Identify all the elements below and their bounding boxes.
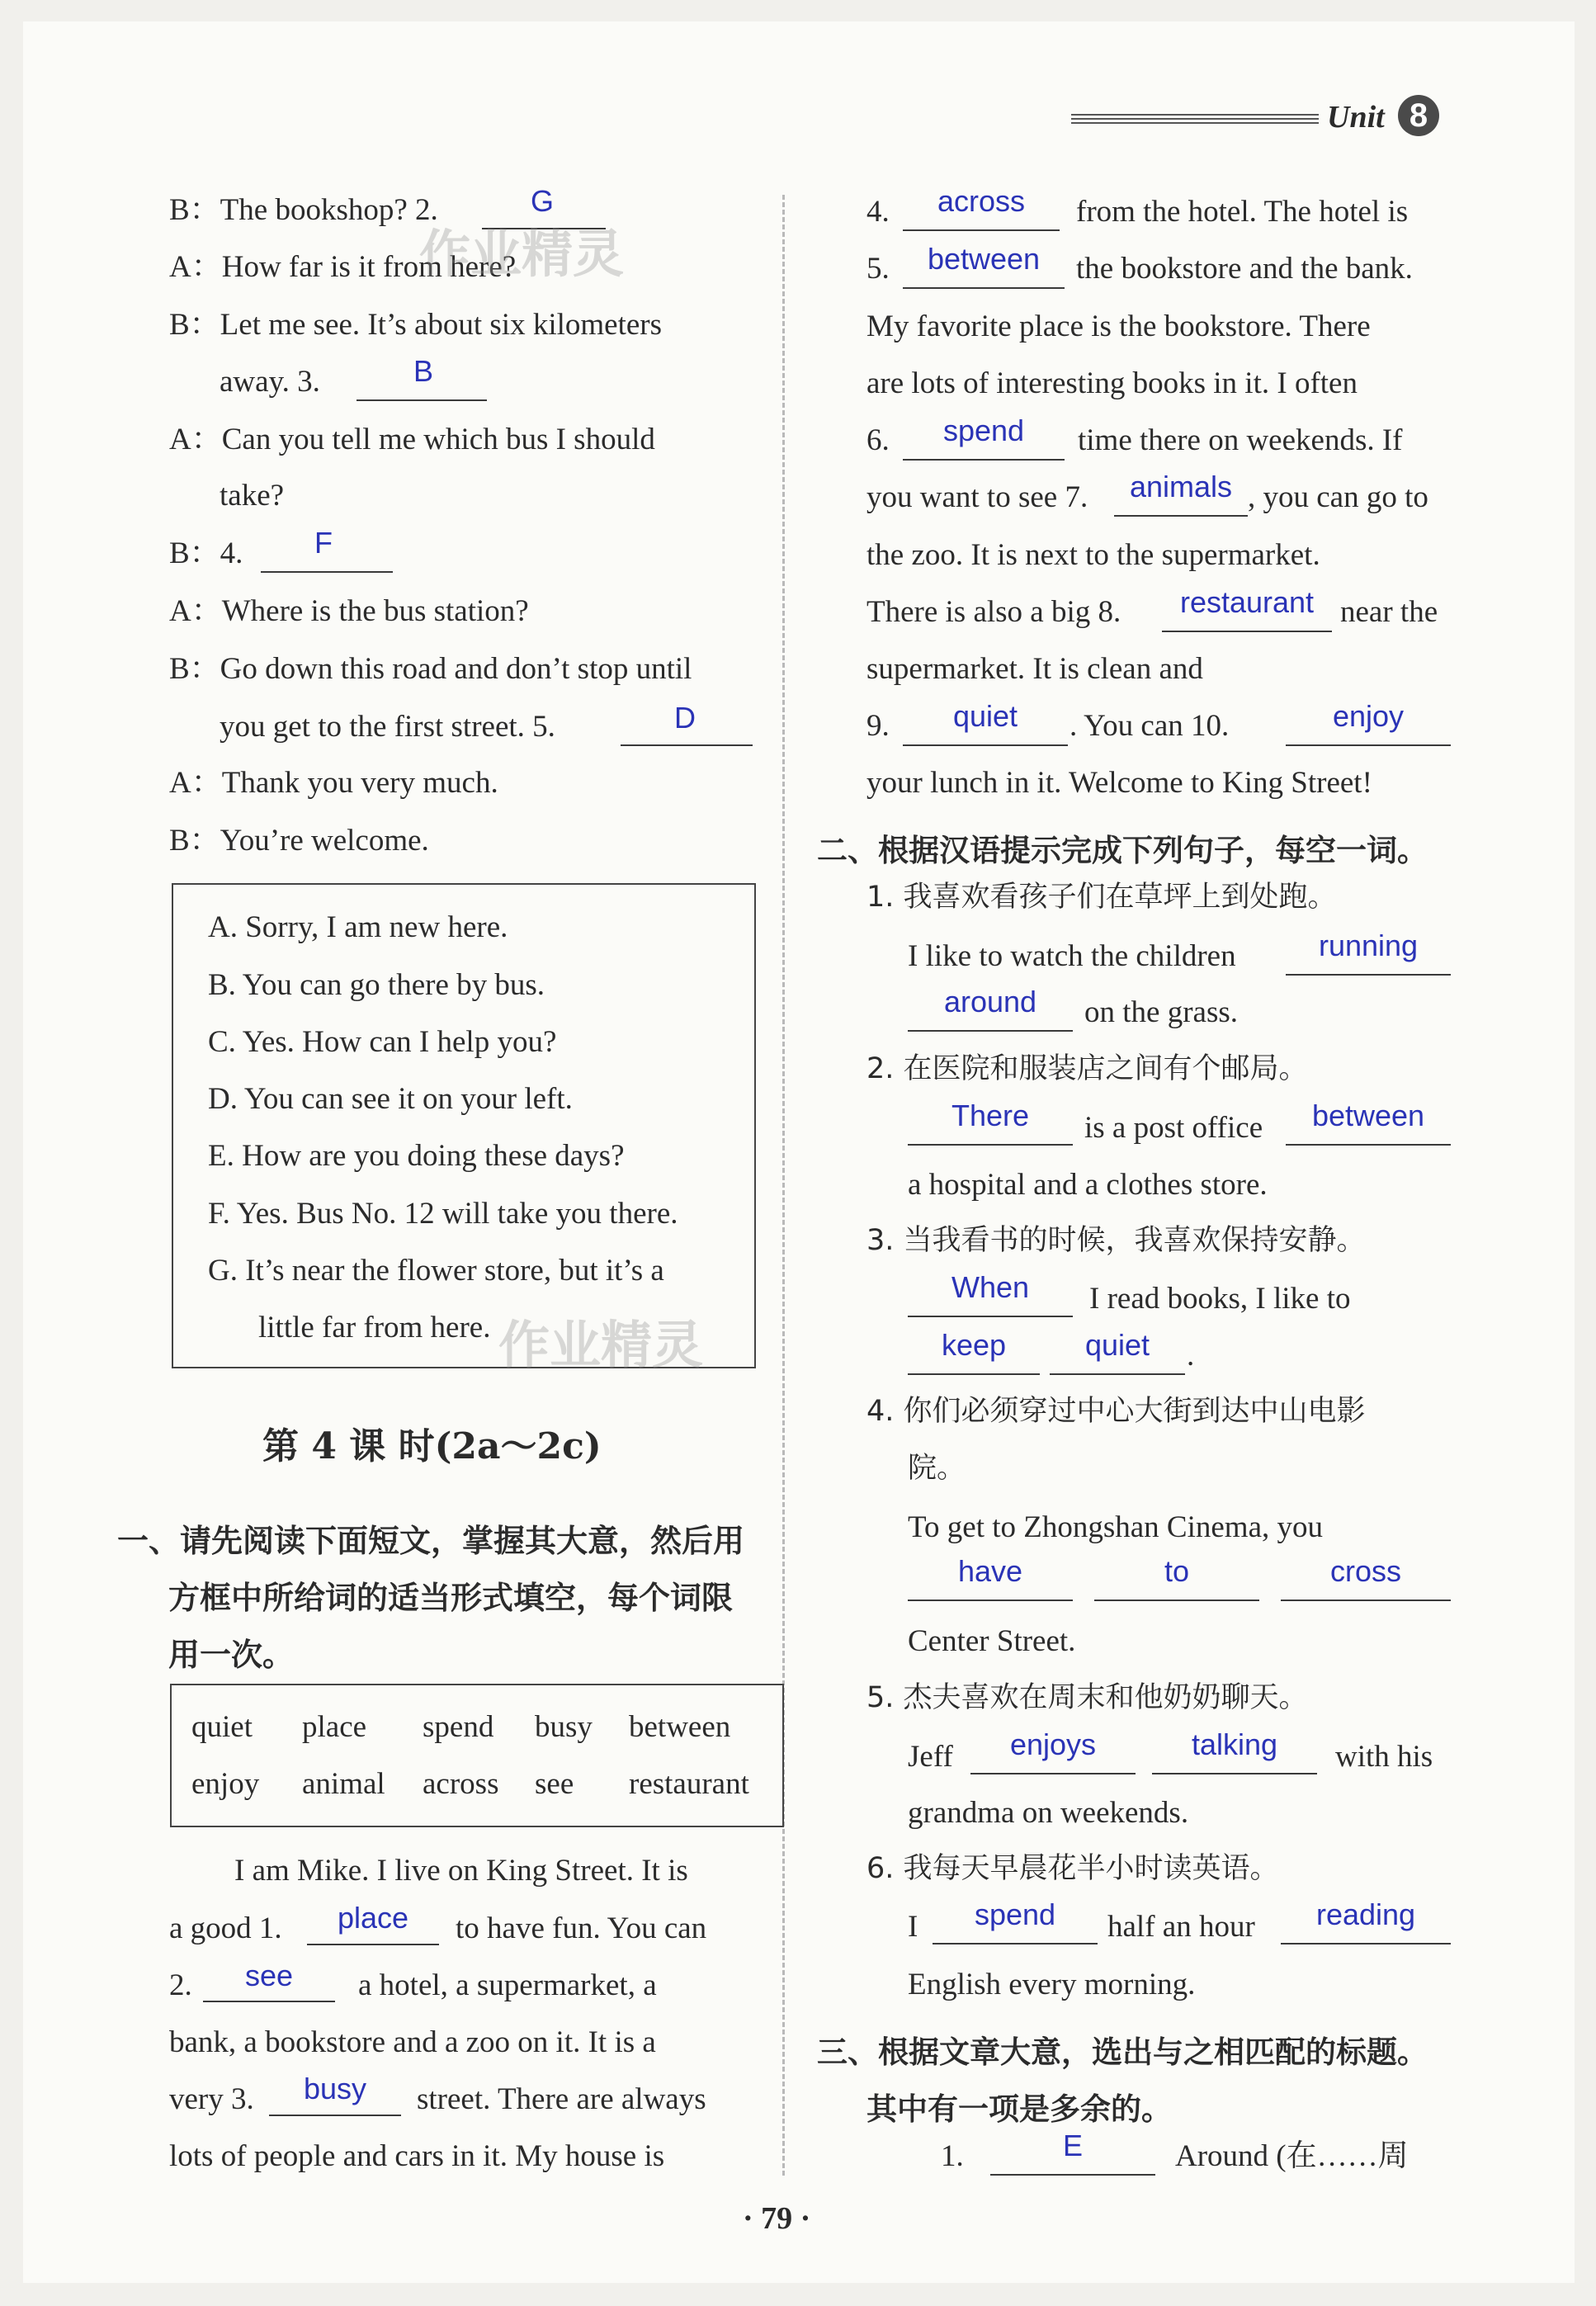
passage-line: There is also a big 8.: [866, 595, 1121, 629]
option-item: E. How are you doing these days?: [208, 1139, 625, 1173]
passage-line: 2.: [169, 1968, 192, 2002]
section-title: 用一次。: [168, 1637, 295, 1673]
header-decoration: [1071, 114, 1319, 125]
dialogue-line: B：The bookshop? 2.: [169, 193, 438, 227]
answer: animals: [1129, 470, 1233, 503]
word-bank-item: enjoy: [191, 1767, 260, 1801]
answer: busy: [303, 2072, 367, 2105]
answer: around: [943, 985, 1037, 1018]
option-item: D. You can see it on your left.: [208, 1082, 573, 1116]
passage-line: you want to see 7.: [866, 480, 1088, 514]
blank-line: [261, 571, 393, 573]
blank-line: [1286, 974, 1451, 976]
answer: restaurant: [1179, 585, 1315, 619]
blank-line: [903, 459, 1065, 461]
answer: D: [674, 701, 696, 735]
passage-line: the bookstore and the bank.: [1076, 252, 1413, 286]
answer: There: [951, 1099, 1030, 1132]
question-chinese: 4. 你们必须穿过中心大街到达中山电影: [866, 1395, 1366, 1428]
column-divider: [782, 195, 785, 2176]
blank-line: [1162, 631, 1332, 632]
question-chinese: 院。: [908, 1452, 966, 1485]
passage-line: are lots of interesting books in it. I often: [866, 366, 1358, 400]
word-bank-item: animal: [302, 1767, 385, 1801]
passage-line: to have fun. You can: [456, 1911, 707, 1945]
blank-line: [1281, 1943, 1451, 1945]
answer: talking: [1191, 1727, 1278, 1761]
blank-line: [990, 2174, 1155, 2176]
word-bank-item: spend: [423, 1710, 494, 1744]
section-title: 其中有一项是多余的。: [866, 2091, 1172, 2127]
question-number: 1.: [941, 2139, 964, 2173]
word-bank-item: restaurant: [629, 1767, 749, 1801]
passage-line: near the: [1340, 595, 1438, 629]
question-english: Around (在……周: [1175, 2139, 1409, 2173]
question-english: on the grass.: [1084, 995, 1238, 1029]
word-bank-item: busy: [535, 1710, 593, 1744]
answer: running: [1318, 929, 1419, 962]
blank-line: [903, 744, 1068, 746]
answer: cross: [1329, 1554, 1401, 1588]
word-bank-item: see: [535, 1767, 574, 1801]
question-english: grandma on weekends.: [908, 1796, 1189, 1830]
option-item: G. It’s near the flower store, but it’s a: [208, 1254, 664, 1288]
question-english: I read books, I like to: [1089, 1282, 1351, 1316]
blank-line: [908, 1144, 1073, 1146]
question-chinese: 5. 杰夫喜欢在周末和他奶奶聊天。: [866, 1681, 1308, 1714]
passage-line: very 3.: [169, 2082, 254, 2116]
unit-number-badge: 8: [1398, 95, 1439, 136]
blank-line: [1152, 1773, 1317, 1774]
blank-line: [269, 2115, 401, 2116]
page-number: · 79 ·: [743, 2201, 811, 2236]
question-english: Jeff: [908, 1740, 953, 1774]
blank-line: [307, 1944, 439, 1945]
blank-line: [908, 1600, 1073, 1601]
lesson-title: 第 4 课 时(2a～2c): [262, 1425, 602, 1467]
blank-line: [903, 229, 1060, 231]
section-title: 方框中所给词的适当形式填空，每个词限: [168, 1580, 734, 1616]
dialogue-line: away. 3.: [220, 365, 320, 399]
blank-line: [1281, 1600, 1451, 1601]
passage-line: My favorite place is the bookstore. There: [866, 310, 1371, 343]
answer: reading: [1315, 1897, 1416, 1931]
passage-line: I am Mike. I live on King Street. It is: [234, 1854, 688, 1888]
question-chinese: 3. 当我看书的时候，我喜欢保持安静。: [866, 1224, 1366, 1257]
question-chinese: 1. 我喜欢看孩子们在草坪上到处跑。: [866, 881, 1337, 914]
options-box: [172, 883, 756, 1368]
passage-line: supermarket. It is clean and: [866, 652, 1203, 686]
answer: enjoys: [1009, 1727, 1097, 1761]
passage-line: the zoo. It is next to the supermarket.: [866, 538, 1320, 572]
passage-line: time there on weekends. If: [1078, 423, 1403, 457]
dialogue-line: A：How far is it from here?: [169, 250, 517, 284]
answer: F: [314, 526, 333, 560]
watermark: 作业精灵: [419, 224, 625, 284]
passage-line: lots of people and cars in it. My house is: [169, 2139, 665, 2173]
answer: across: [937, 184, 1026, 218]
section-title: 三、根据文章大意，选出与之相匹配的标题。: [817, 2034, 1428, 2070]
section-title: 二、根据汉语提示完成下列句子，每空一词。: [817, 833, 1428, 868]
dialogue-line: take?: [220, 479, 285, 513]
passage-line: your lunch in it. Welcome to King Street!: [866, 766, 1372, 800]
passage-line: bank, a bookstore and a zoo on it. It is a: [169, 2025, 656, 2059]
word-bank-item: place: [302, 1710, 367, 1744]
blank-line: [933, 1943, 1098, 1945]
answer: quiet: [952, 699, 1018, 733]
question-english: To get to Zhongshan Cinema, you: [908, 1510, 1324, 1544]
question-english: a hospital and a clothes store.: [908, 1168, 1268, 1202]
watermark: 作业精灵: [498, 1315, 704, 1375]
question-chinese: 2. 在医院和服装店之间有个邮局。: [866, 1052, 1308, 1085]
blank-line: [903, 287, 1065, 289]
dialogue-line: A：Thank you very much.: [169, 766, 498, 800]
word-bank-item: across: [423, 1767, 499, 1801]
question-english: English every morning.: [908, 1968, 1196, 2001]
answer: see: [244, 1959, 294, 1992]
word-bank-item: quiet: [191, 1710, 253, 1744]
answer: quiet: [1084, 1328, 1150, 1362]
blank-line: [357, 399, 487, 401]
answer: spend: [974, 1897, 1056, 1931]
blank-line: [908, 1030, 1073, 1032]
question-english: I like to watch the children: [908, 939, 1236, 973]
dialogue-line: B：Go down this road and don’t stop until: [169, 652, 692, 686]
dialogue-line: you get to the first street. 5.: [220, 710, 555, 744]
section-title: 一、请先阅读下面短文，掌握其大意，然后用: [117, 1523, 745, 1559]
blank-line: [203, 2001, 335, 2002]
passage-line: , you can go to: [1248, 480, 1428, 514]
answer: spend: [942, 413, 1025, 447]
option-item: F. Yes. Bus No. 12 will take you there.: [208, 1197, 678, 1231]
answer: have: [957, 1554, 1023, 1588]
blank-line: [1050, 1373, 1185, 1375]
answer: keep: [941, 1328, 1007, 1362]
passage-line: . You can 10.: [1070, 709, 1230, 743]
blank-line: [1114, 515, 1248, 517]
blank-line: [908, 1373, 1040, 1375]
passage-line: a hotel, a supermarket, a: [358, 1968, 657, 2002]
question-english: with his: [1335, 1740, 1433, 1774]
option-item: C. Yes. How can I help you?: [208, 1025, 557, 1059]
passage-line: from the hotel. The hotel is: [1076, 195, 1409, 229]
passage-line: a good 1.: [169, 1911, 282, 1945]
answer: When: [951, 1270, 1030, 1304]
passage-line: 6.: [866, 423, 890, 457]
blank-line: [1286, 1144, 1451, 1146]
passage-line: 4.: [866, 195, 890, 229]
question-english: half an hour: [1107, 1910, 1255, 1944]
blank-line: [1286, 744, 1451, 746]
option-item: A. Sorry, I am new here.: [208, 910, 508, 944]
option-item: B. You can go there by bus.: [208, 968, 545, 1002]
dialogue-line: A：Where is the bus station?: [169, 594, 529, 628]
question-english: Center Street.: [908, 1624, 1076, 1658]
answer: E: [1062, 2129, 1083, 2162]
blank-line: [970, 1773, 1136, 1774]
passage-line: 9.: [866, 709, 890, 743]
answer: B: [413, 354, 433, 388]
passage-line: street. There are always: [417, 2082, 706, 2116]
answer: between: [1311, 1099, 1425, 1132]
word-bank-box: [170, 1684, 784, 1827]
dialogue-line: A：Can you tell me which bus I should: [169, 423, 655, 456]
option-item: little far from here.: [258, 1311, 491, 1344]
answer: between: [927, 242, 1041, 276]
answer: enjoy: [1332, 699, 1405, 733]
blank-line: [908, 1316, 1073, 1317]
dialogue-line: B：4.: [169, 536, 243, 570]
answer: G: [530, 184, 554, 218]
question-english: I: [908, 1910, 918, 1944]
dialogue-line: B：Let me see. It’s about six kilometers: [169, 308, 663, 342]
unit-label: Unit: [1327, 100, 1385, 135]
question-chinese: 6. 我每天早晨花半小时读英语。: [866, 1852, 1279, 1885]
blank-line: [621, 744, 753, 746]
dialogue-line: B：You’re welcome.: [169, 824, 429, 858]
passage-line: 5.: [866, 252, 890, 286]
question-english: is a post office: [1084, 1111, 1263, 1145]
word-bank-item: between: [629, 1710, 731, 1744]
question-english: .: [1187, 1339, 1195, 1373]
blank-line: [1094, 1600, 1259, 1601]
answer: to: [1164, 1554, 1190, 1588]
answer: place: [337, 1901, 409, 1935]
